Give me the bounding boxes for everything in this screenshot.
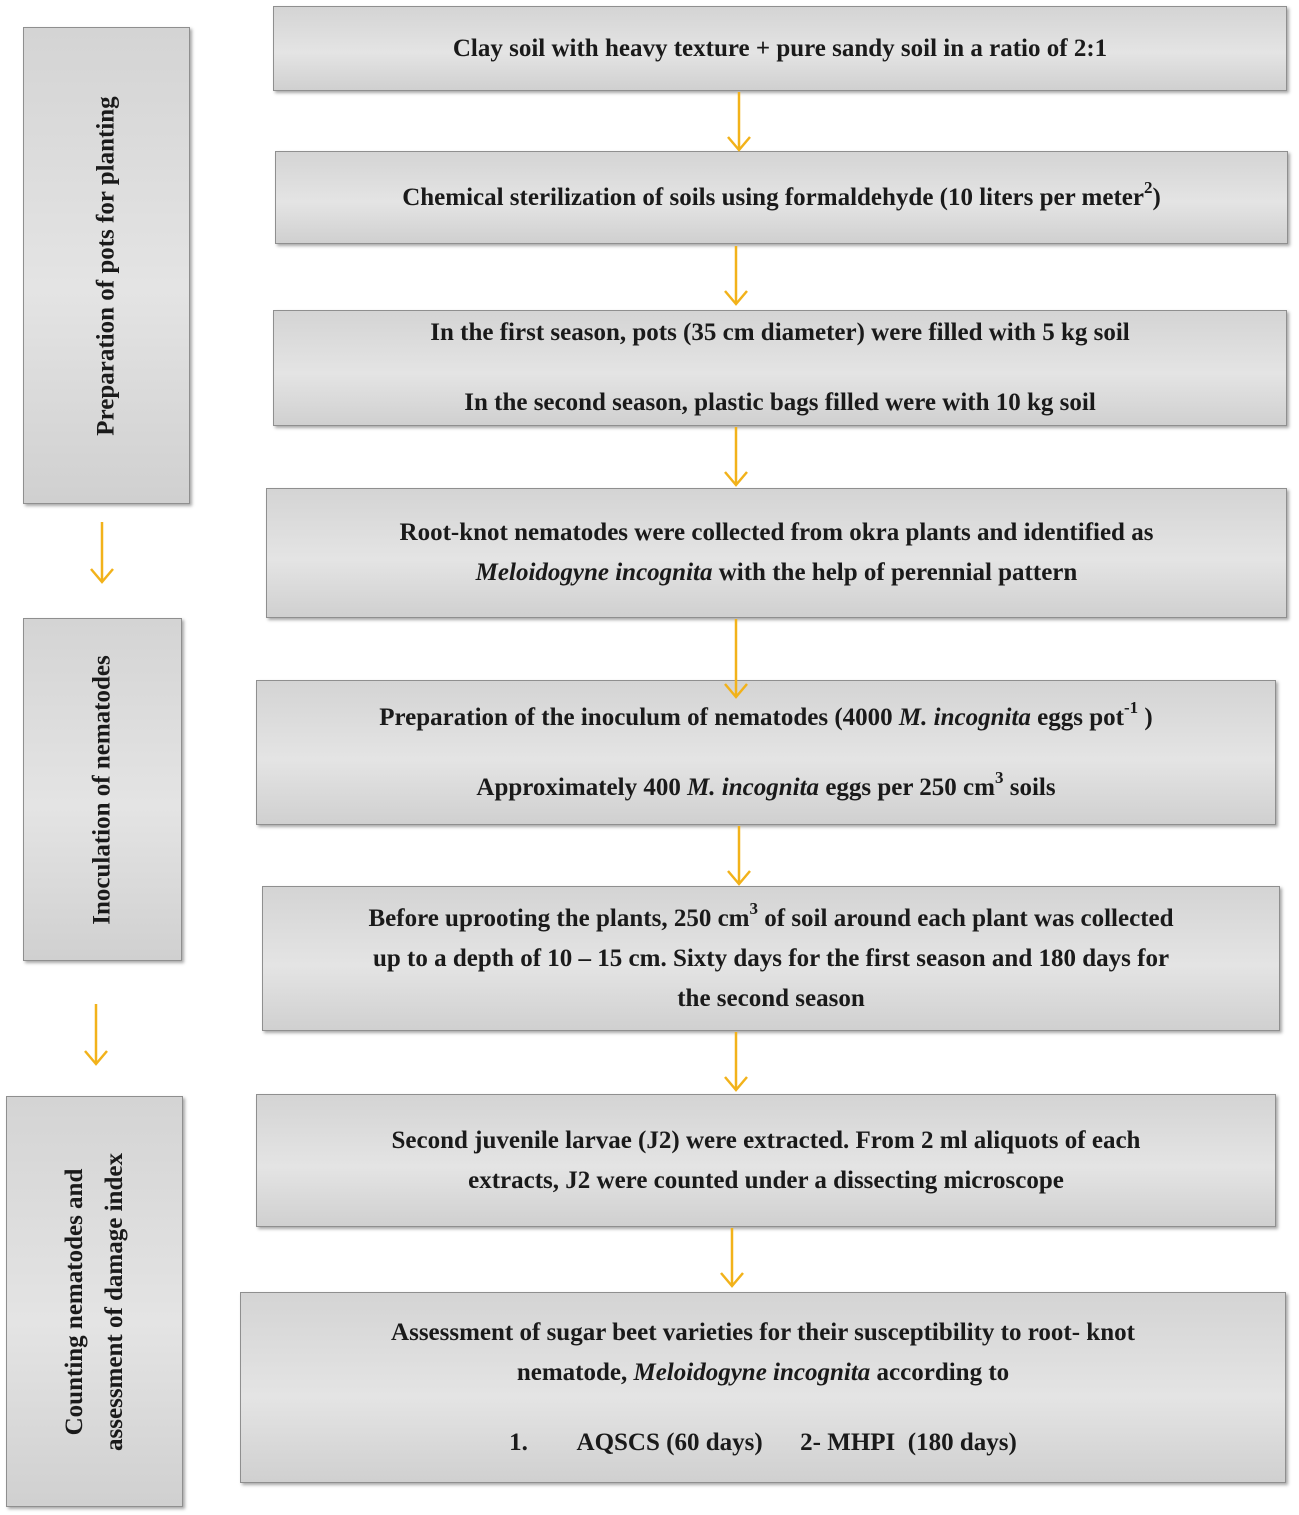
step-j2-extraction-line1: Second juvenile larvae (J2) were extracted. From 2 ml aliquots of each [391,1126,1141,1154]
step-soil-mix [273,6,1287,91]
section-label-preparation: Preparation of pots for planting [92,95,120,436]
step-pot-filling [273,310,1287,426]
step-pot-filling-line1: In the first season, pots (35 cm diameter) were filled with 5 kg soil [430,319,1130,346]
step-assessment-line3: 1. AQSCS (60 days) 2- MHPI (180 days) [509,1428,1017,1456]
step-soil-mix-text: Clay soil with heavy texture + pure sandy soil in a ratio of 2:1 [452,34,1108,62]
step-soil-sampling-line3: the second season [677,984,865,1012]
arrow-down-icon [722,1032,750,1092]
arrow-down-icon [82,1004,110,1066]
step-inoculum-preparation [256,680,1276,825]
step-nematode-collection [266,488,1287,618]
step-soil-sampling [262,886,1280,1031]
step-assessment-line2: nematode, Meloidogyne incognita according to [516,1358,1010,1386]
arrow-down-icon [88,522,116,584]
section-box-preparation [23,27,190,504]
section-box-inoculation [23,618,182,961]
step-j2-extraction-line2: extracts, J2 were counted under a dissecting microscope [468,1166,1064,1194]
arrow-down-icon [722,427,750,487]
step-nematode-collection-line1: Root-knot nematodes were collected from okra plants and identified as [399,519,1154,546]
step-j2-extraction [256,1094,1276,1227]
step-assessment [240,1292,1286,1483]
step-pot-filling-line2: In the second season, plastic bags filled were with 10 kg soil [464,389,1096,416]
step-sterilization-text: Chemical sterilization of soils using formaldehyde (10 liters per meter$^2$) [402,178,1161,211]
section-label-counting [55,1153,135,1451]
section-label-counting-line1: Counting nematodes and [60,1168,88,1435]
step-sterilization [275,151,1288,244]
step-inoculum-line1: Preparation of the inoculum of nematodes (4000 M. incognita eggs pot$^{-1}$ ) [379,698,1153,731]
step-nematode-collection-line2: Meloidogyne incognita with the help of perennial pattern [475,559,1078,586]
arrow-down-icon [725,826,753,886]
step-inoculum-line2: Approximately 400 M. incognita eggs per 250 $cm^3$ soils [476,768,1056,801]
section-box-counting [6,1096,183,1507]
step-assessment-line1: Assessment of sugar beet varieties for their susceptibility to root- knot [391,1318,1135,1346]
section-label-inoculation: Inoculation of nematodes [88,654,116,925]
arrow-down-icon [718,1228,746,1288]
step-soil-sampling-line1: Before uprooting the plants, 250 $cm^3$ of soil around each plant was collected [368,899,1174,932]
arrow-down-icon [722,246,750,306]
section-label-counting-line2: assessment of damage index [100,1152,128,1451]
step-soil-sampling-line2: up to a depth of 10 – 15 cm. Sixty days for the first season and 180 days for [372,944,1170,972]
arrow-down-icon [725,92,753,152]
arrow-down-icon [722,619,750,699]
